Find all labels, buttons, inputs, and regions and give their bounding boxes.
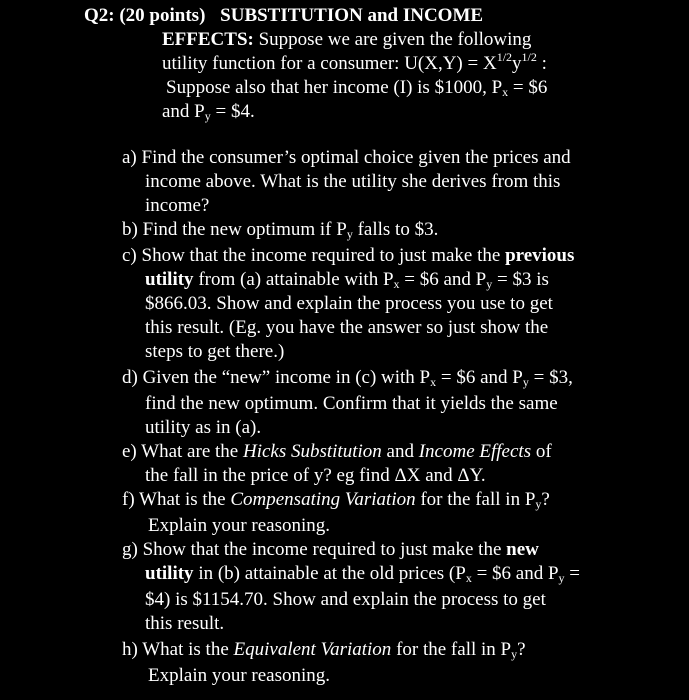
part-g-line-3: $4) is $1154.70. Show and explain the process to get — [145, 589, 546, 610]
question-points: (20 points) — [119, 5, 206, 26]
part-c-line-1: c) Show that the income required to just make the previous — [122, 245, 575, 266]
part-c-line-4: this result. (Eg. you have the answer so just show the — [145, 317, 549, 338]
part-d-line-3: utility as in (a). — [145, 417, 262, 438]
question-title: SUBSTITUTION and INCOME — [220, 5, 484, 26]
part-a-line-1: a) Find the consumer’s optimal choice given the prices and — [122, 147, 571, 168]
intro-line-5: and $P_y$ = $4. — [162, 101, 255, 123]
intro-line-2: EFFECTS: Suppose we are given the following — [162, 29, 532, 50]
part-f-line-2: Explain your reasoning. — [148, 515, 331, 536]
part-e-line-2: the fall in the price of y? eg find ΔX and ΔY. — [145, 465, 486, 486]
part-b-line-1: b) Find the new optimum if $P_y$ falls to $3. — [122, 219, 439, 241]
part-f-line-1: f) What is the Compensating Variation for the fall in $P_y$? — [122, 489, 550, 511]
part-d-line-2: find the new optimum. Confirm that it yields the same — [145, 393, 558, 414]
question-header — [84, 4, 483, 28]
part-c-line-2: utility from (a) attainable with $P_x$ = $6 and $P_y$ = $3 is — [145, 269, 549, 291]
part-c-line-3: $866.03. Show and explain the process you use to get — [145, 293, 553, 314]
part-a-line-2: income above. What is the utility she derives from this — [145, 171, 561, 192]
part-e-line-1: e) What are the Hicks Substitution and Income Effects of — [122, 441, 552, 462]
question-number: Q2: — [84, 5, 115, 26]
part-d-line-1: d) Given the “new” income in (c) with $P_x$ = $6 and $P_y$ = $3, — [122, 367, 573, 389]
part-a-line-3: income? — [145, 195, 210, 216]
part-g-line-1: g) Show that the income required to just make the new — [122, 539, 539, 560]
part-g-line-2: utility in (b) attainable at the old prices ($P_x$ = $6 and $P_y$ = — [145, 563, 580, 585]
intro-line-4: Suppose also that her income (I) is $1000, $P_x$ = $6 — [166, 77, 548, 99]
part-c-line-5: steps to get there.) — [145, 341, 285, 362]
intro-line-3: utility function for a consumer: $U(X,Y) = X^{1/2}y^{1/2}$ : — [162, 50, 547, 74]
part-h-line-1: h) What is the Equivalent Variation for the fall in $P_y$? — [122, 639, 526, 661]
question-title-2: EFFECTS: — [162, 29, 254, 50]
part-g-line-4: this result. — [145, 613, 225, 634]
part-h-line-2: Explain your reasoning. — [148, 665, 331, 686]
